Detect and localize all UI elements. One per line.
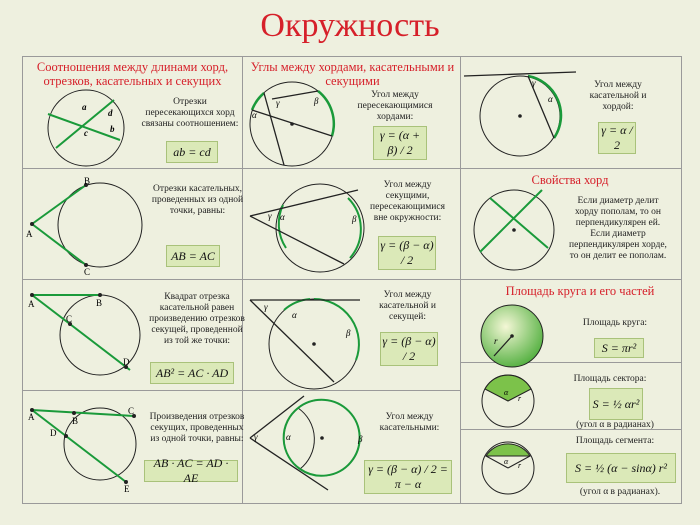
label-A: A [28, 412, 35, 422]
label-alpha: α [252, 110, 257, 120]
formula-secant-products: AB · AC = AD · AE [144, 460, 238, 482]
label-c: c [84, 128, 88, 138]
label-r: r [494, 336, 498, 346]
text-angle-chords: Угол между пересекающимися хордами: [357, 90, 433, 122]
text-angle-tangents: Угол между касательными: [379, 412, 440, 433]
label-alpha: α [548, 94, 553, 104]
diagram-angle-tangent-secant [248, 296, 368, 386]
diagram-secant-products [28, 402, 148, 492]
formula-angle-secants: γ = (β − α) / 2 [378, 236, 436, 270]
formula-angle-tangents: γ = (β − α) / 2 = π − α [364, 460, 452, 494]
text-circle-area: Площадь круга: [582, 318, 648, 328]
label-gamma: γ [276, 98, 280, 108]
label-beta: β [358, 434, 363, 444]
formula-tangent-segments: AB = AC [166, 245, 220, 267]
text-angle-tangent-chord: Угол между касательной и хордой: [589, 80, 647, 112]
note-segment-area: (угол α в радианах). [579, 487, 661, 497]
label-gamma: γ [268, 211, 272, 221]
label-beta: β [352, 214, 357, 224]
label-gamma: γ [264, 302, 268, 312]
label-D: D [123, 357, 130, 367]
diagram-intersecting-chords [44, 86, 124, 166]
diagram-angle-tangent-chord [462, 68, 572, 168]
diagram-tangent-square [28, 290, 148, 380]
text-secant-products: Произведения отрезков секущих, проведенных из одной точки, равны: [149, 412, 245, 444]
label-alpha: α [504, 457, 509, 466]
label-D: D [50, 428, 57, 438]
label-alpha: α [504, 388, 509, 397]
formula-sector-area: S = ½ αr² [589, 388, 643, 420]
diagram-circle-area [480, 302, 550, 372]
label-r: r [518, 394, 522, 403]
divider [23, 279, 460, 280]
label-C: C [128, 406, 135, 416]
label-a: a [82, 102, 87, 112]
diagram-angle-tangents [248, 394, 368, 494]
formula-angle-tangent-secant: γ = (β − α) / 2 [380, 332, 438, 366]
label-B: B [84, 176, 91, 186]
label-alpha: α [286, 432, 291, 442]
label-gamma: γ [532, 78, 536, 88]
label-d: d [108, 108, 113, 118]
divider [23, 168, 460, 169]
label-B: B [72, 416, 79, 426]
formula-segment-area: S = ½ (α − sinα) r² [566, 453, 676, 483]
text-sector-area: Площадь сектора: [573, 374, 647, 384]
label-gamma: γ [254, 432, 258, 442]
formula-tangent-square: AB² = AC · AD [150, 362, 234, 384]
label-C: C [66, 314, 73, 324]
label-B: B [96, 298, 103, 308]
text-angle-secants: Угол между секущими, пересекающимися вне окружности: [370, 180, 445, 223]
text-tangent-segments: Отрезки касательных, проведенных из одной точки, равны: [151, 184, 244, 216]
label-b: b [110, 124, 115, 134]
diagram-angle-chords [244, 78, 344, 168]
label-C: C [84, 267, 91, 277]
header-chords: Соотношения между длинами хорд, отрезков, касательных и секущих [36, 60, 229, 88]
label-E: E [124, 484, 130, 494]
header-angles: Углы между хордами, касательными и секущими [250, 60, 455, 88]
diagram-segment-area [480, 438, 540, 498]
label-r: r [518, 461, 522, 470]
label-alpha: α [292, 310, 297, 320]
label-beta: β [346, 328, 351, 338]
formula-angle-tangent-chord: γ = α / 2 [598, 122, 636, 154]
text-tangent-square: Квадрат отрезка касательной равен произведению отрезков секущей, проведенной из той же точки: [149, 292, 245, 346]
text-chord-property: Если диаметр делит хорду пополам, то он перпендикулярен ей. Если диаметр перпендикулярен хорде, то он делит ее пополам. [569, 196, 667, 261]
diagram-angle-secants [248, 188, 368, 278]
diagram-sector-area [480, 373, 540, 433]
label-beta: β [314, 96, 319, 106]
header-area: Площадь круга и его частей [505, 284, 655, 298]
text-intersecting-chords: Отрезки пересекающихся хорд связаны соотношением: [141, 97, 239, 129]
label-A: A [26, 229, 33, 239]
header-chord-properties: Свойства хорд [531, 173, 609, 187]
formula-circle-area: S = πr² [594, 338, 644, 358]
label-alpha: α [280, 212, 285, 222]
label-A: A [28, 299, 35, 309]
divider [460, 279, 681, 280]
page-title: Окружность [260, 7, 440, 44]
divider [460, 168, 681, 169]
diagram-tangent-segments [28, 175, 148, 275]
text-angle-tangent-secant: Угол между касательной и секущей: [379, 290, 436, 322]
text-segment-area: Площадь сегмента: [575, 436, 655, 446]
divider [23, 390, 460, 391]
diagram-chord-property [470, 186, 560, 276]
formula-angle-chords: γ = (α + β) / 2 [373, 126, 427, 160]
formula-intersecting-chords: ab = cd [166, 141, 218, 163]
note-sector-area: (угол α в радианах) [576, 420, 654, 430]
divider [460, 57, 461, 503]
